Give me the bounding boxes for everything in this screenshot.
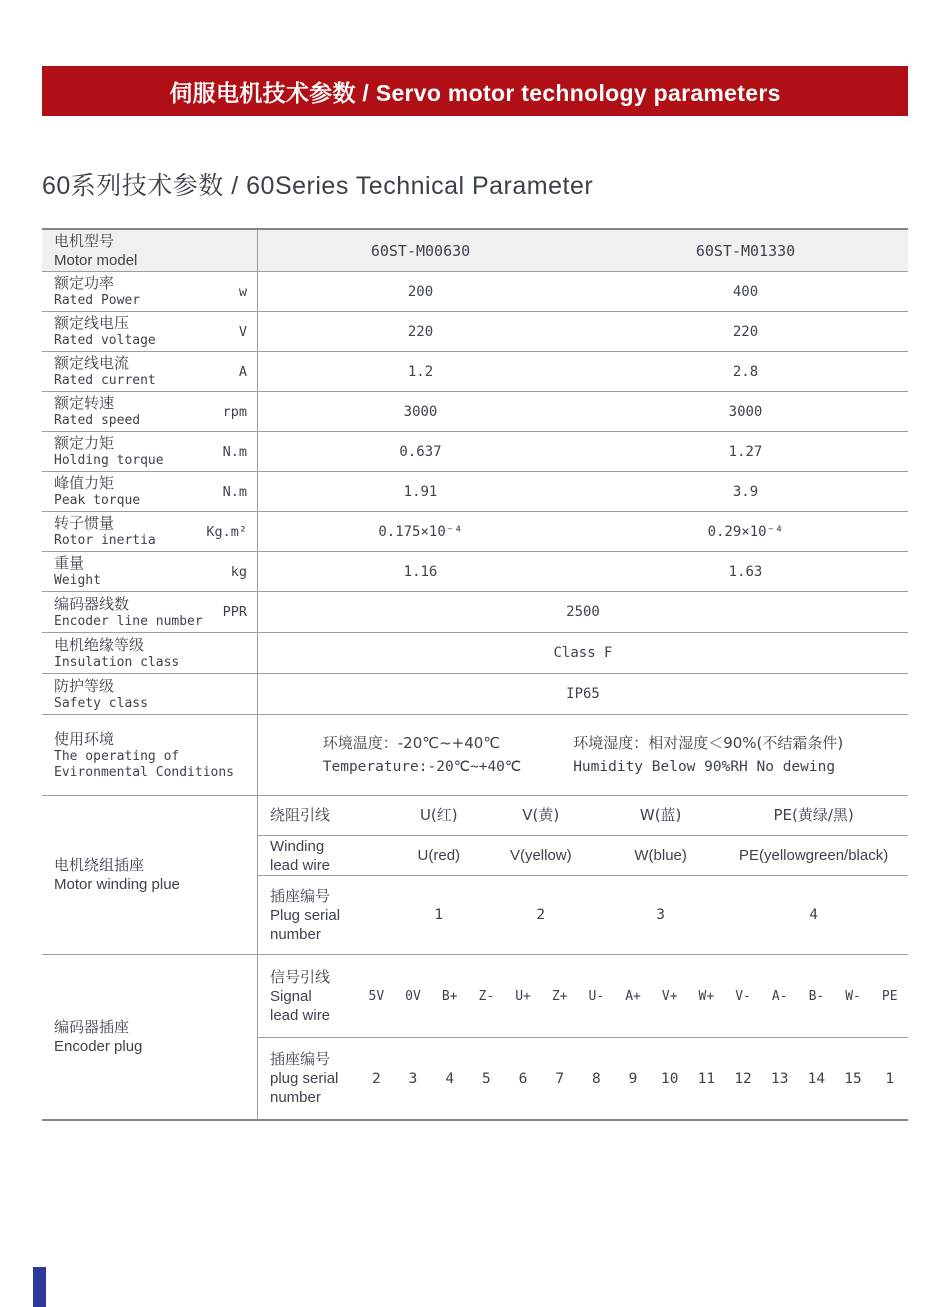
row-label-en: Holding torque [54, 453, 164, 468]
winding-group-label [42, 796, 258, 954]
winding-label-zh: 电机绕组插座 [54, 856, 145, 874]
row-label-en: Peak torque [54, 493, 141, 508]
encoder-row2-label-zh: 插座编号 [270, 1050, 331, 1068]
environment-label-en2: Evironmental Conditions [54, 764, 235, 780]
encoder-serial: 2 [371, 1070, 381, 1087]
row-unit: w [238, 283, 247, 300]
model-name-2: 60ST-M01330 [695, 241, 796, 260]
value-model1: 3000 [403, 403, 438, 420]
table-row-environment [42, 715, 908, 796]
row-label-cell [42, 592, 258, 632]
table-row-rated-power [42, 272, 908, 312]
table-row-encoder-line-number [42, 592, 908, 633]
encoder-row2-label-en1: plug serial [270, 1070, 339, 1087]
winding-pin-w-zh: W(蓝) [639, 806, 682, 824]
row-label-zh: 防护等级 [54, 676, 115, 695]
row-label-zh: 峰值力矩 [54, 474, 115, 492]
spec-table [42, 228, 908, 1121]
encoder-serial: 6 [518, 1070, 528, 1087]
table-row-rated-voltage [42, 312, 908, 352]
row-label-cell [42, 432, 258, 471]
table-row-rotor-inertia [42, 512, 908, 552]
winding-row2-label-2: lead wire [270, 856, 331, 874]
encoder-pin: U+ [515, 988, 531, 1004]
table-row-weight [42, 552, 908, 592]
encoder-row1-label-en1: Signal [270, 987, 312, 1005]
winding-row3-label-en1: Plug serial [270, 906, 341, 924]
value-model2: 1.63 [728, 563, 763, 580]
row-label-zh: 额定线电流 [54, 354, 130, 372]
row-label-cell [42, 552, 258, 591]
value-model2: 220 [732, 323, 759, 340]
encoder-serial: 15 [844, 1070, 862, 1087]
model-name-1: 60ST-M00630 [370, 241, 471, 260]
row-label-zh: 额定力矩 [54, 434, 115, 452]
encoder-pin: U- [588, 988, 605, 1004]
encoder-serial-row [258, 1038, 908, 1119]
temperature-block [323, 733, 521, 777]
environment-label-en1: The operating of [54, 748, 180, 764]
header-models [258, 230, 908, 271]
row-unit: Kg.m² [206, 523, 247, 540]
encoder-signal-row [258, 955, 908, 1038]
encoder-pin: A+ [625, 988, 641, 1004]
row-label-zh: 额定转速 [54, 394, 115, 412]
value-model1: 1.91 [403, 483, 438, 500]
row-label-cell [42, 674, 258, 714]
row-label-en: Rated voltage [54, 333, 156, 348]
encoder-pin: A- [771, 988, 788, 1004]
row-label-en: Weight [54, 573, 101, 588]
table-header-row [42, 230, 908, 272]
row-label-cell [42, 472, 258, 511]
value-model2: 0.29×10⁻⁴ [707, 523, 784, 540]
encoder-serial: 13 [770, 1070, 789, 1087]
encoder-pin: Z- [478, 988, 495, 1004]
row-label-en: Rated speed [54, 413, 141, 428]
row-unit: N.m [222, 443, 247, 460]
row-label-en: Safety class [54, 695, 148, 711]
row-label-en: Rated current [54, 373, 156, 388]
winding-pin-v-en: V(yellow) [509, 847, 572, 864]
row-unit: rpm [222, 403, 247, 420]
value-model2: 3000 [728, 403, 763, 420]
value-model2: 3.9 [732, 483, 759, 500]
value-model2: 400 [732, 283, 759, 300]
section-banner [42, 66, 908, 116]
winding-pin-w-en: W(blue) [634, 847, 687, 864]
table-row-holding-torque [42, 432, 908, 472]
page-title: 60系列技术参数 / 60Series Technical Parameter [42, 172, 594, 200]
table-group-encoder-plug [42, 955, 908, 1119]
environment-label-zh: 使用环境 [54, 729, 115, 748]
encoder-pin: V+ [661, 988, 678, 1004]
table-row-rated-speed [42, 392, 908, 432]
span-value: IP65 [566, 686, 600, 702]
humidity-en: Humidity Below 90%RH No dewing [573, 759, 836, 775]
row-label-cell [42, 512, 258, 551]
row-label-zh: 额定线电压 [54, 314, 130, 332]
temperature-zh: 环境温度：-20℃~+40℃ [322, 734, 501, 752]
row-label-zh: 编码器线数 [54, 594, 130, 613]
winding-serial-row [258, 876, 908, 954]
row-label-cell [42, 392, 258, 431]
winding-pin-u-en: U(red) [417, 847, 461, 864]
span-value: Class F [553, 645, 613, 661]
table-row-insulation-class [42, 633, 908, 674]
encoder-pin: B- [808, 988, 825, 1004]
humidity-block [573, 733, 843, 777]
encoder-serial: 11 [697, 1070, 716, 1087]
encoder-pin: PE [881, 988, 898, 1004]
encoder-pin: W+ [698, 988, 715, 1004]
encoder-serial: 7 [555, 1070, 565, 1087]
encoder-serial: 14 [807, 1070, 826, 1087]
encoder-row1-label-zh: 信号引线 [270, 967, 331, 986]
winding-serial-2: 2 [536, 907, 546, 923]
row-label-cell [42, 352, 258, 391]
winding-serial-1: 1 [434, 907, 444, 923]
encoder-serial: 3 [408, 1070, 418, 1087]
value-model1: 1.16 [403, 563, 438, 580]
row-label-en: Rated Power [54, 293, 141, 308]
row-unit: A [238, 363, 247, 380]
winding-row2-label-1: Winding [270, 837, 325, 855]
row-label-en: Rotor inertia [54, 533, 156, 548]
encoder-label-zh: 编码器插座 [54, 1018, 130, 1036]
row-unit: N.m [222, 483, 247, 500]
winding-pin-pe-en: PE(yellowgreen/black) [739, 847, 889, 864]
winding-serial-4: 4 [809, 907, 818, 923]
encoder-pin: V- [735, 988, 751, 1004]
row-label-zh: 额定功率 [54, 274, 115, 292]
encoder-serial: 1 [885, 1070, 895, 1087]
banner-title: 伺服电机技术参数 / Servo motor technology parameters [169, 79, 781, 106]
row-label-en: Encoder line number [54, 613, 203, 629]
environment-values [258, 715, 908, 795]
encoder-row1-label-en2: lead wire [270, 1006, 331, 1024]
winding-leadwire-row-zh [258, 796, 908, 836]
winding-serial-3: 3 [656, 907, 665, 923]
encoder-pin: W- [845, 988, 861, 1004]
temperature-en: Temperature:-20℃~+40℃ [322, 759, 522, 775]
encoder-serial: 8 [592, 1070, 601, 1087]
encoder-row2-label-en2: number [270, 1089, 321, 1106]
table-row-safety-class [42, 674, 908, 715]
value-model1: 220 [407, 323, 434, 340]
encoder-serial: 12 [734, 1070, 752, 1087]
table-row-rated-current [42, 352, 908, 392]
encoder-pin: Z+ [551, 988, 568, 1004]
winding-row1-label: 绕阻引线 [270, 806, 331, 824]
span-value: 2500 [566, 604, 600, 620]
encoder-pin: B+ [441, 988, 458, 1004]
table-group-motor-winding [42, 796, 908, 955]
table-row-peak-torque [42, 472, 908, 512]
encoder-label-en: Encoder plug [54, 1038, 143, 1055]
header-label-zh: 电机型号 [54, 231, 115, 250]
value-model2: 1.27 [728, 443, 763, 460]
encoder-group-label [42, 955, 258, 1119]
row-unit: kg [230, 563, 247, 580]
row-label-cell [42, 633, 258, 673]
row-label-cell [42, 312, 258, 351]
row-label-zh: 转子惯量 [54, 514, 115, 532]
row-unit: V [238, 323, 247, 340]
row-label-en: Insulation class [54, 654, 180, 670]
value-model1: 0.175×10⁻⁴ [378, 523, 463, 540]
value-model1: 0.637 [399, 443, 442, 460]
winding-pin-u-zh: U(红) [419, 806, 458, 824]
winding-pin-v-zh: V(黄) [522, 806, 560, 824]
header-label-en: Motor model [54, 251, 138, 269]
encoder-serial: 5 [481, 1070, 491, 1087]
header-label-cell [42, 230, 258, 271]
value-model1: 1.2 [407, 363, 434, 380]
footer-accent-bar [33, 1267, 46, 1307]
encoder-pin: 0V [405, 988, 421, 1004]
encoder-serial: 10 [660, 1070, 679, 1087]
value-model2: 2.8 [732, 363, 759, 380]
encoder-pin: 5V [368, 988, 385, 1004]
winding-label-en: Motor winding plue [54, 876, 180, 893]
winding-row3-label-en2: number [270, 925, 321, 943]
row-label-cell [42, 272, 258, 311]
row-label-zh: 电机绝缘等级 [54, 635, 145, 654]
row-unit: PPR [222, 604, 247, 620]
winding-row3-label-zh: 插座编号 [270, 886, 331, 905]
encoder-serial: 9 [628, 1070, 638, 1087]
encoder-serial: 4 [445, 1070, 455, 1087]
winding-pin-pe-zh: PE(黄绿/黑) [773, 806, 854, 824]
winding-leadwire-row-en [258, 836, 908, 876]
humidity-zh: 环境湿度：相对湿度＜90%(不结霜条件) [573, 734, 844, 752]
environment-label [42, 715, 258, 795]
header-label [54, 232, 137, 270]
row-label-zh: 重量 [54, 554, 85, 572]
value-model1: 200 [407, 283, 434, 300]
